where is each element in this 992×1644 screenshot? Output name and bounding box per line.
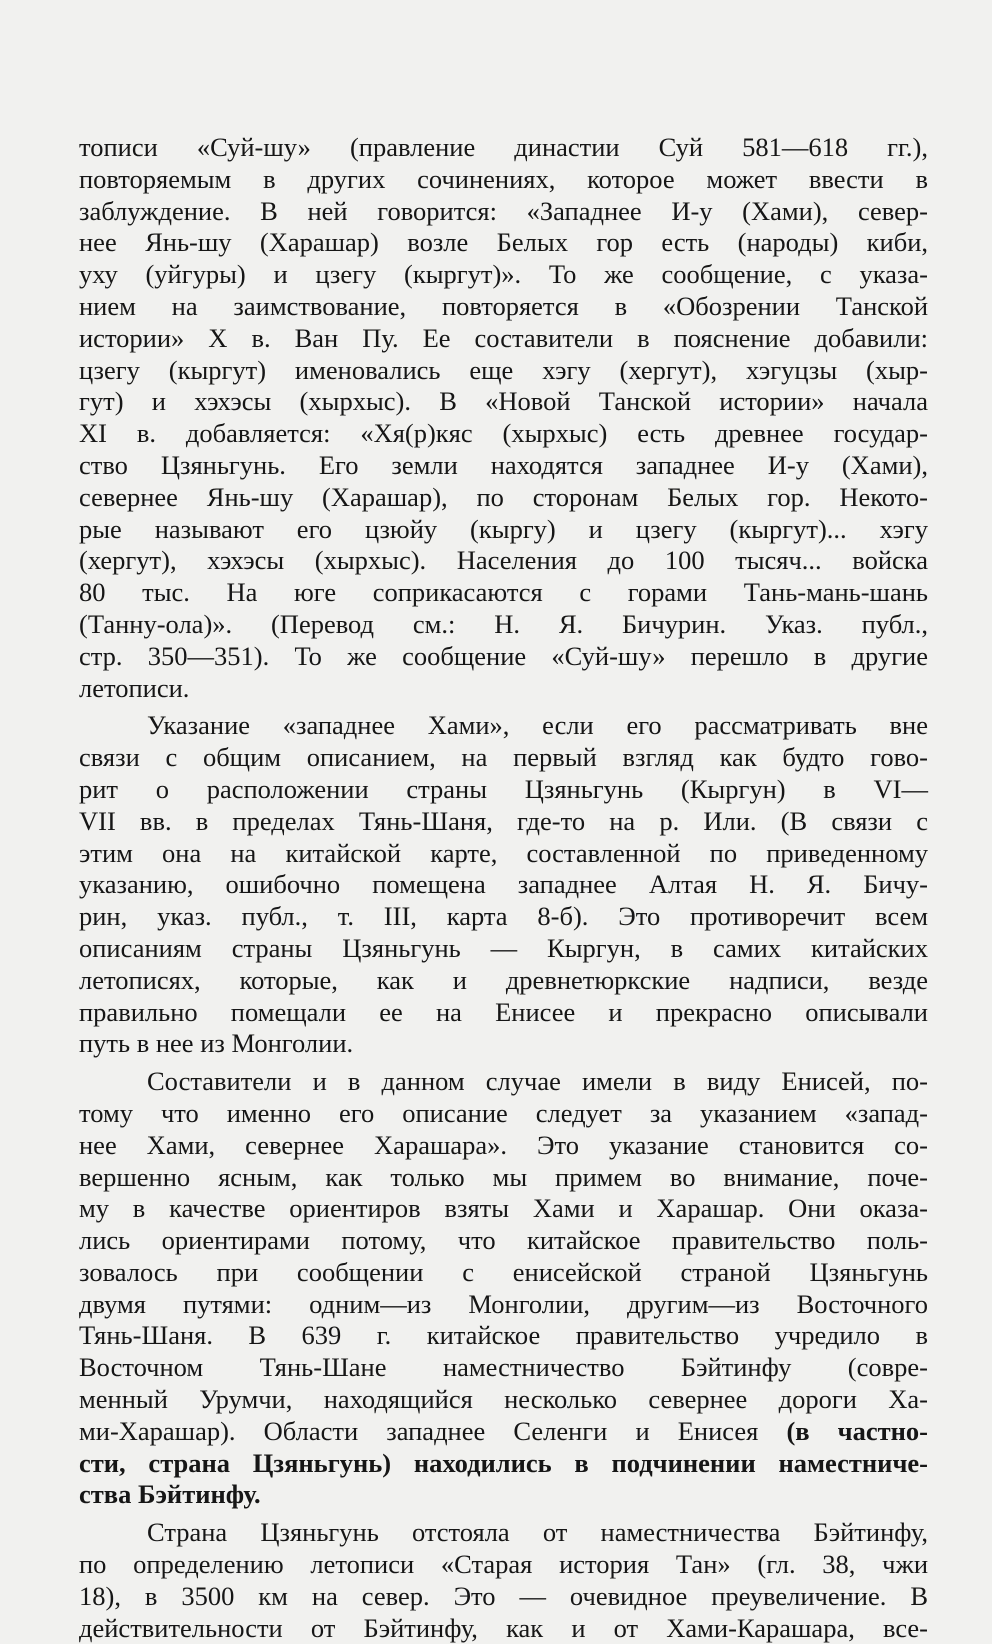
text-line: (Танну-ола)». (Перевод см.: Н. Я. Бичурин. Указ. публ., bbox=[79, 608, 928, 639]
text-line: летописях, которые, как и древнетюркские надписи, везде bbox=[79, 964, 928, 995]
paragraph-3 bbox=[79, 1066, 928, 1511]
text-line: нее Хами, севернее Харашара». Это указание становится со- bbox=[79, 1129, 928, 1160]
text-line: этим она на китайской карте, составленной по приведенному bbox=[79, 837, 928, 868]
text-line: Составители и в данном случае имели в виду Енисей, по- bbox=[147, 1066, 928, 1097]
text-line: рин, указ. публ., т. III, карта 8-б). Это противоречит всем bbox=[79, 901, 928, 932]
text-line: Страна Цзяньгунь отстояла от наместничества Бэйтинфу, bbox=[147, 1517, 928, 1548]
text-line: ство Цзяньгунь. Его земли находятся западнее И-у (Хами), bbox=[79, 449, 928, 480]
text-line: по определению летописи «Старая история Тан» (гл. 38, чжи bbox=[79, 1549, 928, 1580]
text-line: VII вв. в пределах Тянь-Шаня, где-то на р. Или. (В связи с bbox=[79, 805, 928, 836]
text-line: XI в. добавляется: «Хя(р)кяс (хырхыс) есть древнее государ- bbox=[79, 418, 928, 449]
text-line: тописи «Суй-шу» (правление династии Суй 581—618 гг.), bbox=[79, 132, 928, 162]
text-line: менный Урумчи, находящийся несколько севернее дороги Ха- bbox=[79, 1384, 928, 1415]
text-line: истории» X в. Ван Пу. Ее составители в пояснение добавили: bbox=[79, 322, 928, 353]
text-line: 80 тыс. На юге соприкасаются с горами Тань-мань-шань bbox=[79, 577, 928, 608]
text-line: летописи. bbox=[79, 672, 190, 703]
text-line: описаниям страны Цзяньгунь — Кыргун, в самих китайских bbox=[79, 932, 928, 963]
text-line: Восточном Тянь-Шане наместничество Бэйтинфу (совре- bbox=[79, 1352, 928, 1383]
text-line: (хергут), хэхэсы (хырхыс). Населения до 100 тысяч... войска bbox=[79, 545, 928, 576]
text-line: указанию, ошибочно помещена западнее Алтая Н. Я. Бичу- bbox=[79, 869, 928, 900]
text-line: действительности от Бэйтинфу, как и от Хами-Карашара, все- bbox=[79, 1612, 928, 1643]
text-line: нее Янь-шу (Харашар) возле Белых гор есть (народы) киби, bbox=[79, 227, 928, 258]
paragraph-2 bbox=[79, 710, 928, 1060]
text-line: 18), в 3500 км на север. Это — очевидное преувеличение. В bbox=[79, 1580, 928, 1611]
text-line: рые называют его цзюйу (кыргу) и цзегу (кыргут)... хэгу bbox=[79, 513, 928, 544]
text-line: севернее Янь-шу (Харашар), по сторонам Белых гор. Некото- bbox=[79, 481, 928, 512]
text-line: вершенно ясным, как только мы примем во внимание, поче- bbox=[79, 1161, 928, 1192]
text-line: рит о расположении страны Цзяньгунь (Кыргун) в VI— bbox=[79, 773, 928, 804]
body-text bbox=[79, 132, 928, 1644]
text-line: тому что именно его описание следует за указанием «запад- bbox=[79, 1097, 928, 1128]
text-line: цзегу (кыргут) именовались еще хэгу (хергут), хэгуцзы (хыр- bbox=[79, 354, 928, 385]
paragraph-1 bbox=[79, 132, 928, 704]
text-line: зовалось при сообщении с енисейской страной Цзяньгунь bbox=[79, 1256, 928, 1287]
text-line: уху (уйгуры) и цзегу (кыргут)». То же сообщение, с указа- bbox=[79, 259, 928, 290]
bold-text-line: сти, страна Цзяньгунь) находились в подчинении наместниче- bbox=[79, 1447, 928, 1478]
text-line: Указание «западнее Хами», если его рассматривать вне bbox=[147, 710, 928, 741]
text-line: му в качестве ориентиров взяты Хами и Харашар. Они оказа- bbox=[79, 1193, 928, 1224]
text-line: гут) и хэхэсы (хырхыс). В «Новой Танской истории» начала bbox=[79, 386, 928, 417]
bold-text-segment: (в частно- bbox=[786, 1415, 928, 1446]
text-line: правильно помещали ее на Енисее и прекрасно описывали bbox=[79, 996, 928, 1027]
bold-text-line: ства Бэйтинфу. bbox=[79, 1479, 261, 1510]
text-segment: ми-Харашар). Области западнее Селенги и Енисея bbox=[79, 1415, 759, 1446]
text-line: заблуждение. В ней говорится: «Западнее И-у (Хами), север- bbox=[79, 195, 928, 226]
text-line bbox=[79, 1416, 928, 1448]
text-line: нием на заимствование, повторяется в «Обозрении Танской bbox=[79, 290, 928, 321]
text-line: Тянь-Шаня. В 639 г. китайское правительство учредило в bbox=[79, 1320, 928, 1351]
text-line: лись ориентирами потому, что китайское правительство поль- bbox=[79, 1225, 928, 1256]
text-line: стр. 350—351). То же сообщение «Суй-шу» перешло в другие bbox=[79, 640, 928, 671]
paragraph-4 bbox=[79, 1517, 928, 1644]
text-line: связи с общим описанием, на первый взгляд как будто гово- bbox=[79, 742, 928, 773]
text-line: путь в нее из Монголии. bbox=[79, 1028, 354, 1059]
text-line: повторяемым в других сочинениях, которое может ввести в bbox=[79, 163, 928, 194]
text-line: двумя путями: одним—из Монголии, другим—из Восточного bbox=[79, 1288, 928, 1319]
